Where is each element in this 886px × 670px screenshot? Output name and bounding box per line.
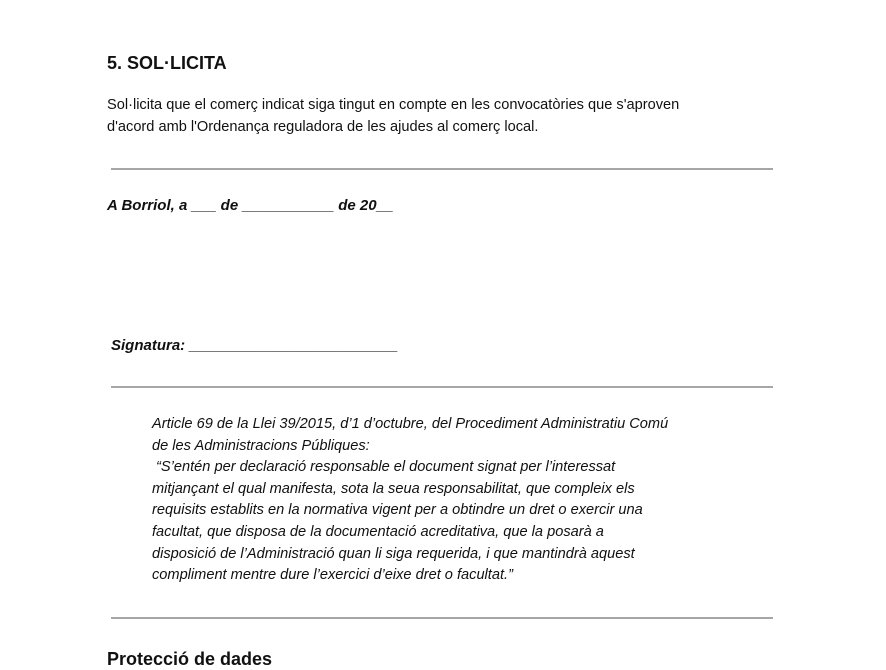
quote-line: requisits establits en la normativa vigent per a obtindre un dret o exercir una: [152, 502, 643, 519]
signature-field: [111, 336, 398, 356]
request-paragraph: [107, 95, 767, 138]
quote-line: mitjançant el qual manifesta, sota la seua responsabilitat, que compleix els: [152, 480, 635, 497]
section-heading: 5. SOL·LICITA: [107, 53, 227, 73]
paragraph-line: Sol·licita que el comerç indicat siga tingut en compte en les convocatòries que s'aproven: [107, 97, 680, 113]
quote-line: facultat, que disposa de la documentació acreditativa, que la posarà a: [152, 523, 604, 540]
quote-line: “S’entén per declaració responsable el document signat per l’interessat: [152, 459, 616, 476]
legal-quote: [152, 414, 752, 587]
divider: [111, 168, 773, 170]
quote-line: de les Administracions Públiques:: [152, 437, 370, 454]
data-protection-heading: Protecció de dades: [107, 649, 273, 669]
divider: [111, 617, 773, 619]
divider: [111, 386, 773, 388]
quote-line: Article 69 de la Llei 39/2015, d’1 d’octubre, del Procediment Administratiu Comú: [152, 416, 669, 432]
paragraph-line: d'acord amb l'Ordenança reguladora de les ajudes al comerç local.: [107, 118, 539, 135]
quote-line: disposició de l’Administració quan li siga requerida, i que mantindrà aquest: [152, 545, 635, 562]
signature-line: _________________________: [189, 337, 398, 354]
place-date-line: A Borriol, a ___ de ___________ de 20__: [107, 197, 394, 214]
quote-line: compliment mentre dure l’exercici d’eixe dret o facultat.”: [152, 567, 513, 584]
signature-label: Signatura:: [111, 337, 186, 354]
